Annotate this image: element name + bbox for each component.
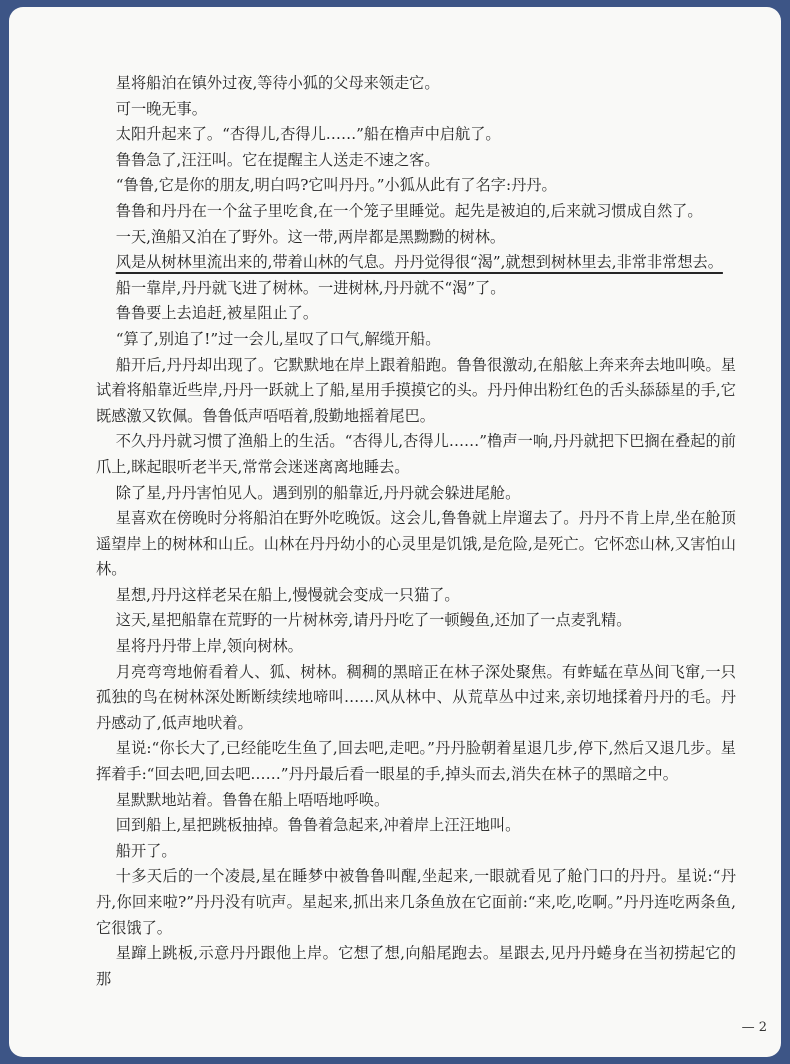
paragraph: 可一晚无事。 bbox=[115, 99, 207, 118]
paragraph: 星蹿上跳板,示意丹丹跟他上岸。它想了想,向船尾跑去。星跟去,见丹丹蜷身在当初捞起它的那 bbox=[96, 944, 736, 988]
story-text bbox=[96, 71, 736, 992]
paragraph: 星喜欢在傍晚时分将船泊在野外吃晚饭。这会儿,鲁鲁就上岸遛去了。丹丹不肯上岸,坐在舱顶遥望岸上的树林和山丘。山林在丹丹幼小的心灵里是饥饿,是危险,是死亡。它怀恋山林,又害怕山林。 bbox=[96, 509, 736, 579]
paragraph: 月亮弯弯地俯看着人、狐、树林。稠稠的黑暗正在林子深处聚焦。有蚱蜢在草丛间飞窜,一只孤独的鸟在树林深处断断续续地啼叫……风从林中、从荒草丛中过来,亲切地揉着丹丹的毛。丹丹感动了,低声地吠着。 bbox=[96, 662, 736, 732]
paragraph: 这天,星把船靠在荒野的一片树林旁,请丹丹吃了一顿鳗鱼,还加了一点麦乳精。 bbox=[115, 611, 632, 630]
paragraph: “鲁鲁,它是你的朋友,明白吗?它叫丹丹。”小狐从此有了名字:丹丹。 bbox=[115, 176, 557, 195]
paragraph: 鲁鲁要上去追赶,被星阻止了。 bbox=[115, 304, 319, 323]
paragraph: 太阳升起来了。“杏得儿,杏得儿……”船在橹声中启航了。 bbox=[115, 125, 501, 144]
paragraph: 不久丹丹就习惯了渔船上的生活。“杏得儿,杏得儿……”橹声一响,丹丹就把下巴搁在叠起的前爪上,眯起眼听老半天,常常会迷迷离离地睡去。 bbox=[96, 432, 736, 476]
underlined-paragraph: 风是从树林里流出来的,带着山林的气息。丹丹觉得很“渴”,就想到树林里去,非常非常想去。 bbox=[115, 253, 723, 272]
paragraph: 船开了。 bbox=[115, 841, 177, 860]
paragraph: 除了星,丹丹害怕见人。遇到别的船靠近,丹丹就会躲进尾舱。 bbox=[115, 483, 521, 502]
paragraph: “算了,别追了!”过一会儿,星叹了口气,解缆开船。 bbox=[115, 329, 441, 348]
paragraph: 船一靠岸,丹丹就飞进了树林。一进树林,丹丹就不“渴”了。 bbox=[115, 278, 506, 297]
page-number: — 2 bbox=[741, 1020, 767, 1035]
book-page bbox=[9, 7, 781, 1057]
paragraph: 回到船上,星把跳板抽掉。鲁鲁着急起来,冲着岸上汪汪地叫。 bbox=[115, 816, 521, 835]
paragraph: 星将船泊在镇外过夜,等待小狐的父母来领走它。 bbox=[115, 74, 440, 92]
paragraph: 鲁鲁和丹丹在一个盆子里吃食,在一个笼子里睡觉。起先是被迫的,后来就习惯成自然了。 bbox=[115, 201, 703, 220]
paragraph: 星说:“你长大了,已经能吃生鱼了,回去吧,走吧。”丹丹脸朝着星退几步,停下,然后又退几步。星挥着手:“回去吧,回去吧……”丹丹最后看一眼星的手,掉头而去,消失在林子的黑暗之中。 bbox=[96, 739, 736, 784]
paragraph: 鲁鲁急了,汪汪叫。它在提醒主人送走不速之客。 bbox=[115, 150, 440, 169]
paragraph: 星想,丹丹这样老呆在船上,慢慢就会变成一只猫了。 bbox=[115, 585, 460, 604]
paragraph: 一天,渔船又泊在了野外。这一带,两岸都是黑黝黝的树林。 bbox=[115, 227, 506, 246]
paragraph: 十多天后的一个凌晨,星在睡梦中被鲁鲁叫醒,坐起来,一眼就看见了舱门口的丹丹。星说:“丹丹,你回来啦?”丹丹没有吭声。星起来,抓出来几条鱼放在它面前:“来,吃,吃啊。”丹丹连吃两条鱼,它很饿了。 bbox=[96, 867, 736, 937]
paragraph: 星将丹丹带上岸,领向树林。 bbox=[115, 637, 303, 656]
paragraph: 船开后,丹丹却出现了。它默默地在岸上跟着船跑。鲁鲁很激动,在船舷上奔来奔去地叫唤。星试着将船靠近些岸,丹丹一跃就上了船,星用手摸摸它的头。丹丹伸出粉红色的舌头舔舔星的手,它既感激又钦佩。鲁鲁低声唔唔着,殷勤地摇着尾巴。 bbox=[96, 355, 736, 425]
paragraph: 星默默地站着。鲁鲁在船上唔唔地呼唤。 bbox=[115, 790, 390, 809]
